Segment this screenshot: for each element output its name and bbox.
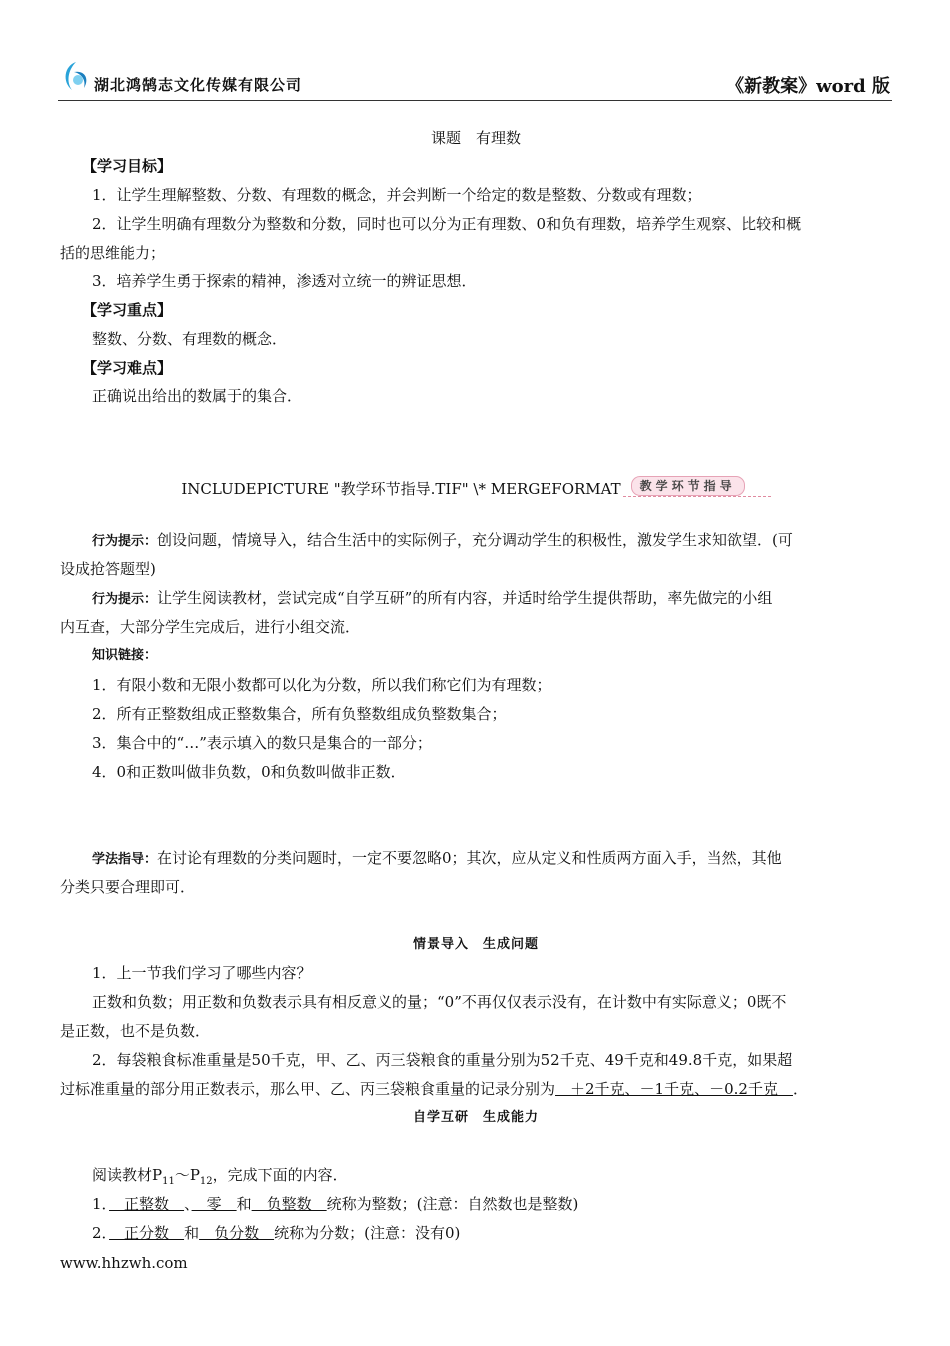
reading-instruction (60, 1165, 892, 1192)
answer-cont: 是正数，也不是负数． (60, 1022, 211, 1040)
company-logo-icon (58, 58, 94, 94)
question: 2．每袋粮食标准重量是50千克，甲、乙、丙三袋粮食的重量分别为52千克、49千克和49.8千克，如果超 (92, 1051, 793, 1069)
reading-text: ，完成下面的内容． (212, 1166, 348, 1184)
separator: 、 (184, 1195, 192, 1213)
method-text-cont: 分类只要合理即可． (60, 878, 196, 896)
focus-heading: 【学习重点】 (82, 301, 173, 319)
section-title: 自学互研 生成能力 (412, 1110, 539, 1125)
behavior-hint (60, 588, 892, 610)
include-picture-text: INCLUDEPICTURE "教学环节指导.TIF" \* MERGEFORMAT (181, 480, 621, 498)
focus-text: 整数、分数、有理数的概念． (92, 330, 288, 348)
answer-blank: 零 (191, 1195, 237, 1213)
include-picture-field (60, 476, 892, 504)
question-end: ． (792, 1080, 808, 1098)
footer-url[interactable]: www.hhzwh.com (60, 1254, 188, 1272)
question: 1．上一节我们学习了哪些内容？ (92, 964, 312, 982)
knowledge-label: 知识链接： (92, 648, 158, 663)
hint-label: 行为提示： (92, 534, 158, 549)
knowledge-item: 2．所有正整数组成正整数集合，所有负整数组成负整数集合； (92, 705, 507, 723)
difficulty-heading: 【学习难点】 (82, 359, 173, 377)
hint-text: 创设问题，情境导入，结合生活中的实际例子，充分调动学生的积极性，激发学生求知欲望．(可 (157, 531, 793, 549)
edition-label: 《新教案》word 版 (726, 76, 890, 97)
section-title: 情景导入 生成问题 (412, 937, 539, 952)
answer-blank: 正分数 (109, 1224, 185, 1242)
lesson-title: 课题 有理数 (430, 129, 521, 147)
item-number: 2． (92, 1224, 110, 1242)
answer-blank: 负整数 (251, 1195, 327, 1213)
stamp-label: 教学环节指导 (631, 476, 745, 496)
hint-text-cont: 设成抢答题型) (60, 560, 156, 578)
fill-item (60, 1194, 892, 1214)
goal-item: 括的思维能力； (60, 244, 166, 262)
reading-text: 阅读教材P (92, 1166, 163, 1184)
knowledge-item: 1．有限小数和无限小数都可以化为分数，所以我们称它们为有理数； (92, 676, 552, 694)
goal-item: 1．让学生理解整数、分数、有理数的概念，并会判断一个给定的数是整数、分数或有理数； (92, 186, 702, 204)
difficulty-text: 正确说出给出的数属于的集合． (92, 387, 303, 405)
answer-blank: 负分数 (199, 1224, 275, 1242)
method-guidance (60, 848, 892, 870)
method-text: 在讨论有理数的分类问题时，一定不要忽略0；其次，应从定义和性质两方面入手，当然，其他 (157, 849, 782, 867)
question-text: 过标准重量的部分用正数表示，那么甲、乙、丙三袋粮食重量的记录分别为 (60, 1080, 556, 1098)
answer-blank: ＋2千克、－1千克、－0.2千克 (555, 1080, 793, 1098)
company-name: 湖北鸿鹄志文化传媒有限公司 (94, 76, 303, 94)
item-number: 1． (92, 1195, 110, 1213)
goal-item: 3．培养学生勇于探索的精神，渗透对立统一的辨证思想． (92, 272, 477, 290)
hint-text-cont: 内互查，大部分学生完成后，进行小组交流． (60, 618, 361, 636)
page-sub: 12 (199, 1176, 213, 1187)
item-tail: 统称为分数；(注意：没有0) (274, 1224, 461, 1242)
knowledge-item: 4．0和正数叫做非负数，0和负数叫做非正数． (92, 763, 406, 781)
section-guide-stamp (623, 476, 771, 504)
fill-item (60, 1223, 892, 1243)
goal-item: 2．让学生明确有理数分为整数和分数，同时也可以分为正有理数、0和负有理数，培养学生观察、比较和概 (92, 215, 802, 233)
answer: 正数和负数；用正数和负数表示具有相反意义的量；“0”不再仅仅表示没有，在计数中有实际意义；0既不 (92, 993, 787, 1011)
page-sub: 11 (162, 1176, 175, 1187)
answer-blank: 正整数 (109, 1195, 185, 1213)
separator: 和 (236, 1195, 252, 1213)
goals-heading: 【学习目标】 (82, 157, 173, 175)
behavior-hint (60, 530, 892, 552)
item-tail: 统称为整数；(注意：自然数也是整数) (326, 1195, 579, 1213)
method-label: 学法指导： (92, 852, 158, 867)
page-header (58, 58, 892, 101)
knowledge-item: 3．集合中的“…”表示填入的数只是集合的一部分； (92, 734, 432, 752)
reading-text: ～P (174, 1166, 200, 1184)
hint-label: 行为提示： (92, 592, 158, 607)
separator: 和 (184, 1224, 200, 1242)
hint-text: 让学生阅读教材，尝试完成“自学互研”的所有内容，并适时给学生提供帮助，率先做完的小组 (157, 589, 773, 607)
question-cont (60, 1079, 892, 1099)
